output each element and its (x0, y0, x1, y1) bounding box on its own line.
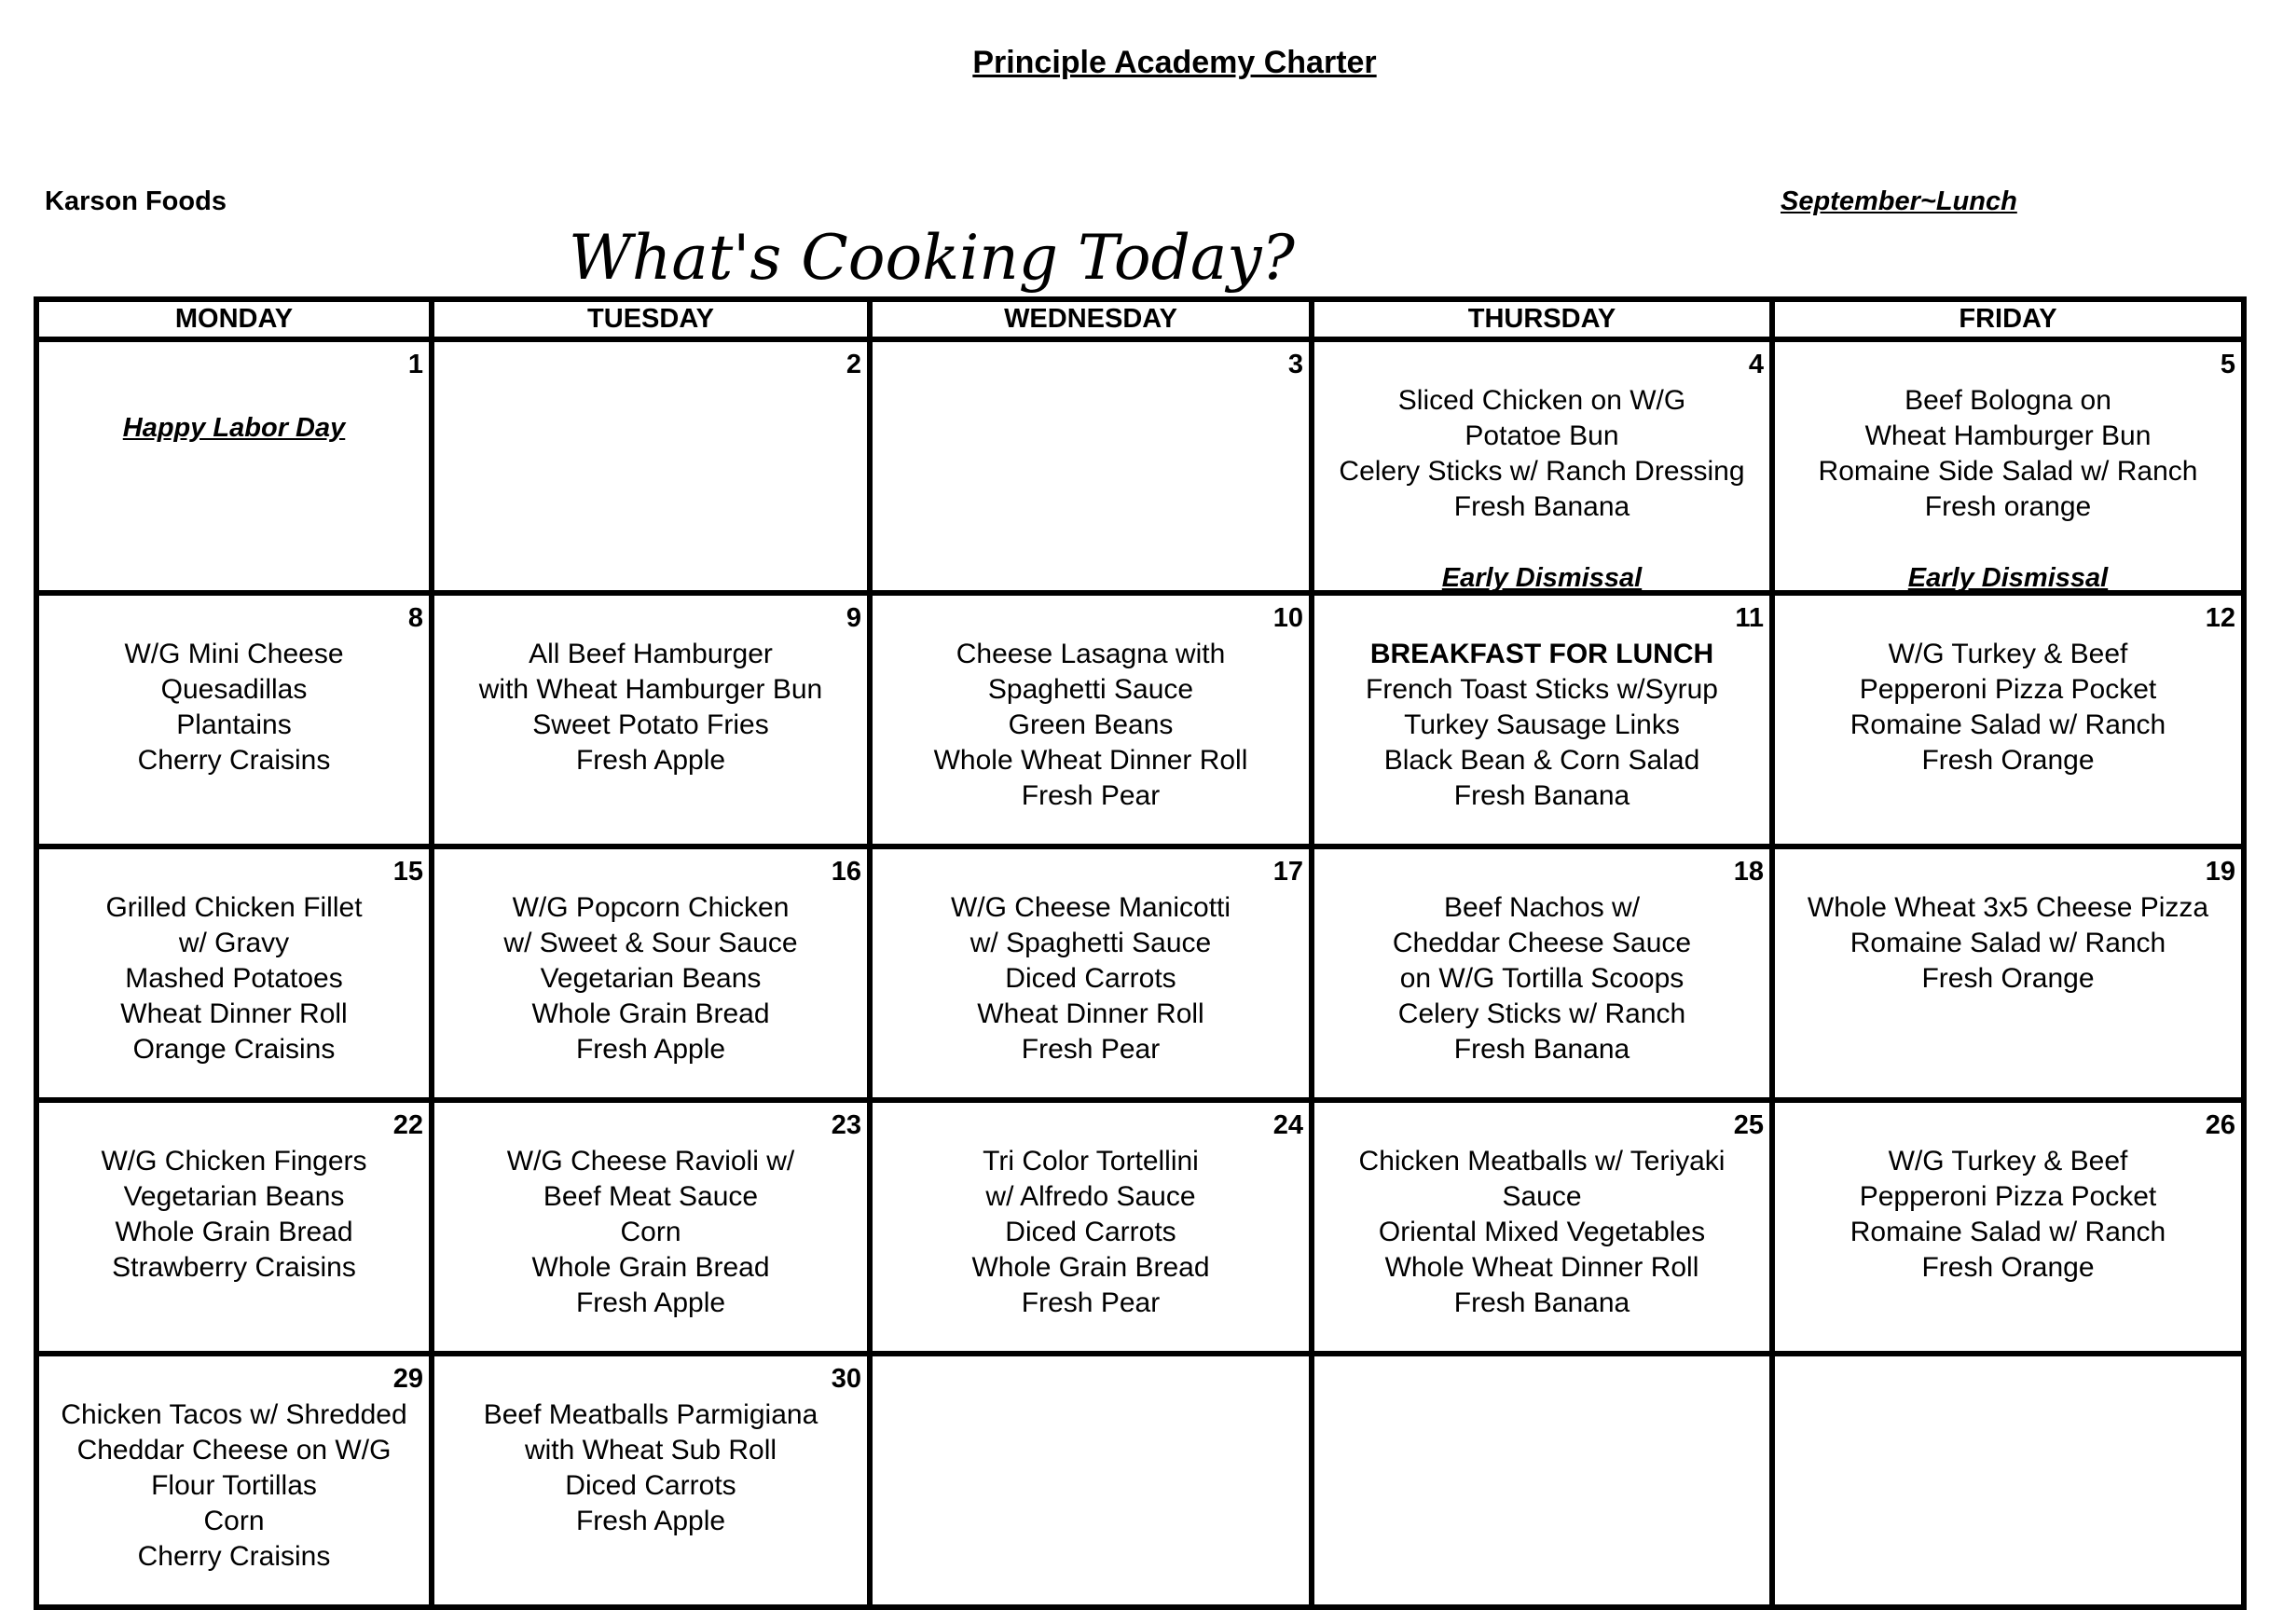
menu-item: Turkey Sausage Links (1404, 709, 1680, 741)
day-cell (870, 1354, 1312, 1607)
day-number: 23 (831, 1110, 861, 1140)
week-row (36, 593, 2244, 846)
menu-item: on W/G Tortilla Scoops (1399, 963, 1685, 995)
day-number: 16 (831, 857, 861, 887)
menu-item: Fresh Apple (575, 745, 726, 777)
tagline: What's Cooking Today? (569, 222, 1295, 294)
menu-item: Fresh Banana (1453, 1034, 1630, 1066)
day-cell (870, 593, 1312, 846)
day-number: 29 (392, 1364, 423, 1394)
day-cell (36, 593, 432, 846)
menu-item: Fresh Pear (1021, 1034, 1161, 1066)
menu-item: Vegetarian Beans (123, 1181, 345, 1213)
menu-item: Oriental Mixed Vegetables (1378, 1217, 1706, 1248)
day-number: 1 (407, 350, 423, 379)
day-cell (870, 339, 1312, 593)
holiday-note: Happy Labor Day (122, 413, 346, 443)
day-cell (1772, 1100, 2244, 1354)
menu-item: Beef Meatballs Parmigiana (483, 1399, 818, 1430)
day-cell (1772, 593, 2244, 846)
day-cell (870, 846, 1312, 1100)
menu-item: W/G Turkey & Beef (1888, 639, 2128, 669)
menu-item: Fresh Apple (575, 1287, 726, 1319)
vendor-name: Karson Foods (45, 186, 227, 216)
menu-item: Flour Tortillas (151, 1470, 317, 1502)
menu-item: Corn (203, 1506, 265, 1537)
menu-item: Wheat Hamburger Bun (1864, 420, 2152, 452)
menu-item: w/ Alfredo Sauce (985, 1181, 1196, 1213)
menu-item: Fresh Banana (1453, 780, 1630, 812)
weekday-header: WEDNESDAY (870, 299, 1312, 339)
page-title: Principle Academy Charter (972, 45, 1377, 80)
menu-item: Romaine Salad w/ Ranch (1850, 928, 2166, 959)
menu-item: Whole Grain Bread (115, 1217, 353, 1248)
day-number: 19 (2205, 857, 2235, 887)
menu-item: w/ Gravy (178, 928, 290, 959)
menu-item: Potatoe Bun (1465, 420, 1619, 452)
day-cell (1772, 846, 2244, 1100)
menu-item: Cherry Craisins (137, 745, 331, 777)
menu-item: Fresh Banana (1453, 1287, 1630, 1319)
menu-item: W/G Cheese Ravioli w/ (506, 1146, 795, 1177)
day-number: 22 (392, 1110, 423, 1140)
day-number: 11 (1735, 603, 1764, 633)
day-cell (432, 846, 870, 1100)
menu-item: W/G Turkey & Beef (1888, 1146, 2128, 1177)
menu-item: Romaine Salad w/ Ranch (1850, 709, 2166, 741)
menu-item: Cheddar Cheese on W/G (76, 1435, 392, 1466)
day-number: 17 (1272, 857, 1303, 887)
menu-item: Fresh Orange (1921, 1252, 2095, 1284)
menu-item: Sliced Chicken on W/G (1397, 385, 1686, 416)
day-number: 26 (2205, 1110, 2235, 1140)
menu-item: Celery Sticks w/ Ranch (1397, 998, 1686, 1030)
day-number: 3 (1287, 350, 1303, 379)
day-number: 9 (846, 603, 861, 633)
menu-item: Black Bean & Corn Salad (1383, 745, 1700, 777)
menu-item: Diced Carrots (1005, 963, 1176, 995)
menu-item: Chicken Meatballs w/ Teriyaki (1358, 1146, 1726, 1177)
day-number: 2 (846, 350, 861, 379)
menu-item: Fresh Banana (1453, 491, 1630, 523)
menu-item: Romaine Salad w/ Ranch (1850, 1217, 2166, 1248)
menu-item: Whole Grain Bread (971, 1252, 1210, 1284)
menu-item: Beef Meat Sauce (543, 1181, 759, 1213)
menu-item: Beef Bologna on (1905, 385, 2111, 416)
day-number: 8 (407, 603, 423, 633)
week-row (36, 1100, 2244, 1354)
day-number: 10 (1272, 603, 1303, 633)
menu-item: Mashed Potatoes (125, 963, 343, 995)
day-cell (432, 1100, 870, 1354)
menu-month: September~Lunch (1781, 186, 2017, 216)
day-cell (870, 1100, 1312, 1354)
menu-item: with Wheat Sub Roll (524, 1435, 777, 1466)
day-cell (1312, 846, 1772, 1100)
menu-item: Tri Color Tortellini (983, 1146, 1199, 1177)
day-cell (36, 1100, 432, 1354)
day-cell (36, 339, 432, 593)
menu-item: Quesadillas (160, 674, 308, 706)
menu-item: Chicken Tacos w/ Shredded (61, 1399, 407, 1430)
weekday-header: THURSDAY (1312, 299, 1772, 339)
menu-item: w/ Sweet & Sour Sauce (503, 928, 798, 959)
weekday-header: FRIDAY (1772, 299, 2244, 339)
menu-item: French Toast Sticks w/Syrup (1366, 674, 1718, 706)
day-cell (1312, 1354, 1772, 1607)
menu-item: Strawberry Craisins (112, 1252, 356, 1284)
day-cell (36, 1354, 432, 1607)
menu-item: Fresh Pear (1021, 780, 1161, 812)
day-number: 18 (1733, 857, 1764, 887)
day-cell (1772, 339, 2244, 593)
menu-item: Beef Nachos w/ (1443, 892, 1641, 923)
menu-item: Spaghetti Sauce (987, 674, 1194, 706)
menu-item: Diced Carrots (1005, 1217, 1176, 1248)
menu-item: Fresh orange (1924, 491, 2092, 523)
menu-item: All Beef Hamburger (529, 639, 773, 669)
week-row (36, 339, 2244, 593)
menu-item: Fresh Apple (575, 1506, 726, 1537)
weekday-header: MONDAY (36, 299, 432, 339)
weekday-header: TUESDAY (432, 299, 870, 339)
day-number: 12 (2205, 603, 2235, 633)
menu-item: Sweet Potato Fries (532, 709, 769, 741)
menu-item: Plantains (176, 709, 292, 741)
menu-item: Whole Wheat Dinner Roll (1384, 1252, 1699, 1284)
day-cell (432, 1354, 870, 1607)
menu-item: Whole Grain Bread (531, 1252, 770, 1284)
menu-item: Whole Grain Bread (531, 998, 770, 1030)
menu-calendar (34, 296, 2247, 1610)
day-cell (432, 339, 870, 593)
menu-item: Wheat Dinner Roll (977, 998, 1204, 1030)
day-cell (1312, 339, 1772, 593)
menu-item: Fresh Apple (575, 1034, 726, 1066)
menu-item: Corn (620, 1217, 681, 1248)
day-cell (1312, 593, 1772, 846)
menu-item: W/G Chicken Fingers (101, 1146, 367, 1177)
menu-item: Romaine Side Salad w/ Ranch (1818, 456, 2198, 488)
day-cell (1772, 1354, 2244, 1607)
week-row (36, 1354, 2244, 1607)
day-number: 30 (831, 1364, 861, 1394)
menu-heading: BREAKFAST FOR LUNCH (1369, 639, 1714, 669)
menu-item: Orange Craisins (132, 1034, 336, 1066)
menu-item: Grilled Chicken Fillet (105, 892, 363, 923)
menu-item: Pepperoni Pizza Pocket (1859, 1181, 2157, 1213)
menu-item: Fresh Orange (1921, 963, 2095, 995)
day-number: 25 (1733, 1110, 1764, 1140)
day-number: 5 (2220, 350, 2235, 379)
menu-item: Diced Carrots (565, 1470, 736, 1502)
week-row (36, 846, 2244, 1100)
menu-item: Whole Wheat 3x5 Cheese Pizza (1807, 892, 2209, 923)
menu-item: Pepperoni Pizza Pocket (1859, 674, 2157, 706)
menu-item: Sauce (1502, 1181, 1582, 1213)
menu-item: Fresh Orange (1921, 745, 2095, 777)
menu-item: Wheat Dinner Roll (120, 998, 348, 1030)
menu-item: Fresh Pear (1021, 1287, 1161, 1319)
day-cell (1312, 1100, 1772, 1354)
day-cell (432, 593, 870, 846)
day-cell (36, 846, 432, 1100)
early-dismissal-note: Early Dismissal (1907, 563, 2109, 594)
menu-item: W/G Cheese Manicotti (950, 892, 1231, 923)
early-dismissal-note: Early Dismissal (1441, 563, 1643, 594)
menu-item: W/G Mini Cheese (124, 639, 344, 669)
menu-item: Cheddar Cheese Sauce (1392, 928, 1692, 959)
menu-item: W/G Popcorn Chicken (512, 892, 790, 923)
menu-item: w/ Spaghetti Sauce (969, 928, 1212, 959)
menu-item: Vegetarian Beans (540, 963, 762, 995)
menu-item: Green Beans (1008, 709, 1174, 741)
menu-item: Cheese Lasagna with (956, 639, 1226, 669)
menu-item: Whole Wheat Dinner Roll (933, 745, 1248, 777)
menu-item: Cherry Craisins (137, 1541, 331, 1573)
day-number: 4 (1748, 350, 1764, 379)
weekday-header-row (36, 299, 2244, 339)
day-number: 24 (1272, 1110, 1303, 1140)
day-number: 15 (392, 857, 423, 887)
menu-item: with Wheat Hamburger Bun (478, 674, 823, 706)
menu-item: Celery Sticks w/ Ranch Dressing (1339, 456, 1745, 488)
